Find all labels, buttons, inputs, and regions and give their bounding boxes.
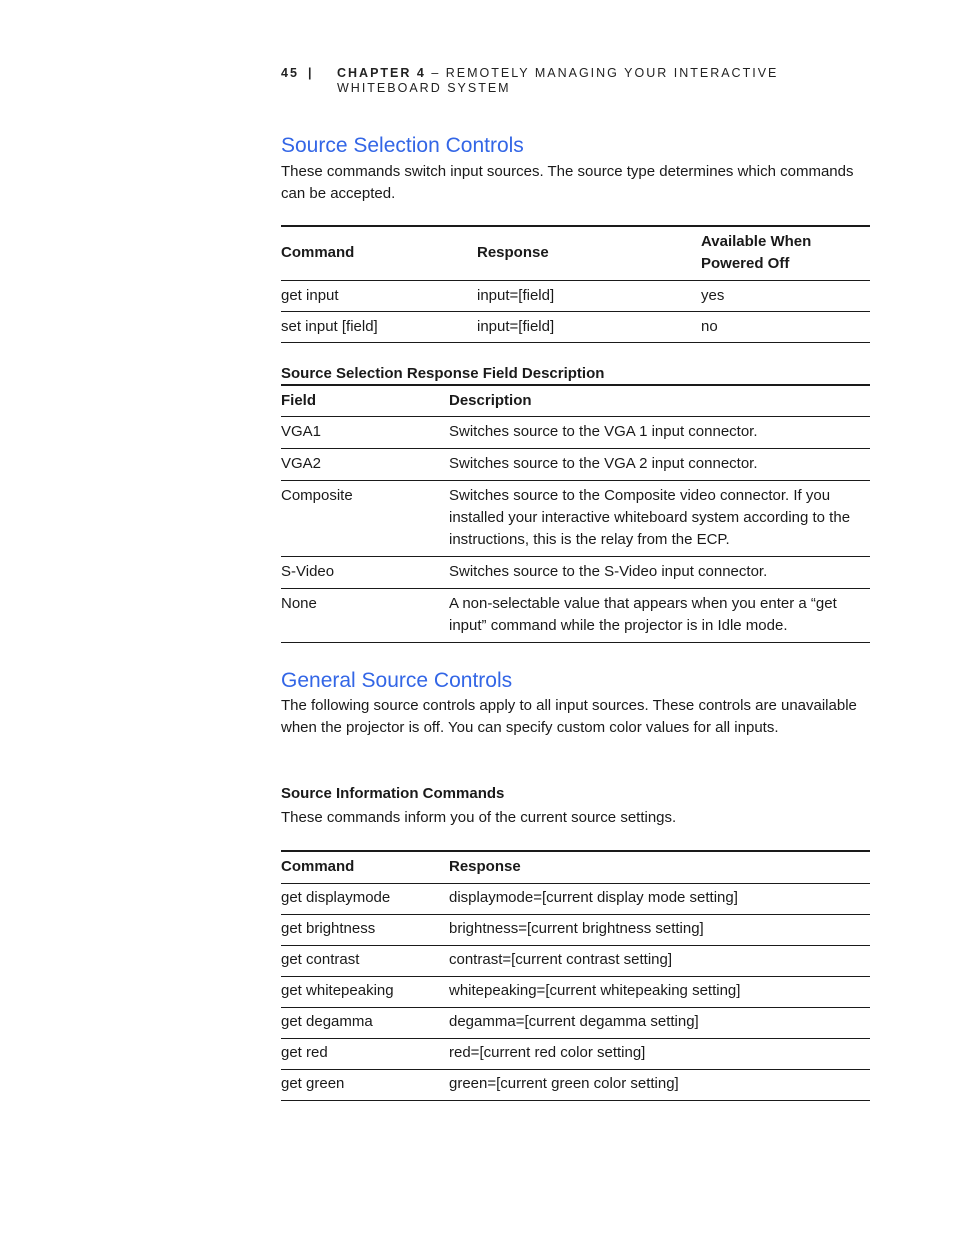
table-cell: set input [field] [281,317,378,335]
table-cell: get brightness [281,919,376,937]
section-title-general-source: General Source Controls [281,669,513,692]
table-header-row [281,226,870,280]
column-header: Command [281,244,355,262]
table-row [281,416,870,448]
table-cell: Switches source to the Composite video connector. If you installed your interactive whiteboard system according to the instructions, this is the relay from the ECP. [449,486,851,548]
table-header-row [281,385,870,416]
table-row [281,556,870,588]
page-number: 45 [281,66,299,80]
subsection-title-source-information: Source Information Commands [281,785,505,802]
header-separator: | [308,66,314,80]
section-intro-general-source: The following source controls apply to all input sources. These controls are unavailable when the projector is off. You can specify custom color values for all inputs. [281,697,857,736]
table-row [281,1069,870,1100]
field-table-title: Source Selection Response Field Description [281,365,605,382]
table-cell: get green [281,1074,345,1092]
table-cell: Switches source to the VGA 1 input connector. [449,422,758,440]
column-header: Response [449,858,521,876]
table-row [281,914,870,945]
table-row [281,1007,870,1038]
subsection-intro-source-information: These commands inform you of the current source settings. [281,809,677,826]
table-cell: Switches source to the S-Video input connector. [449,562,768,580]
chapter-name: – REMOTELY MANAGING YOUR INTERACTIVE WHITEBOARD SYSTEM [337,66,779,95]
table-cell: A non-selectable value that appears when you enter a “get input” command while the projector is in Idle mode. [449,594,837,634]
table-row [281,448,870,480]
table-row [281,311,870,342]
table-cell: get displaymode [281,888,391,906]
table-cell: VGA2 [281,454,322,472]
table-cell: Switches source to the VGA 2 input connector. [449,454,758,472]
table-cell: displaymode=[current display mode setting] [449,888,738,906]
table-cell: get contrast [281,950,360,968]
table-cell: contrast=[current contrast setting] [449,950,673,968]
table-row [281,1038,870,1069]
table-cell: S-Video [281,562,335,580]
column-header: Command [281,858,355,876]
column-header: Field [281,391,317,409]
column-header: Description [449,391,532,409]
table-row [281,480,870,556]
table-row [281,588,870,642]
section-title-source-selection: Source Selection Controls [281,134,524,157]
table-cell: green=[current green color setting] [449,1074,679,1092]
table-cell: get input [281,286,339,304]
chapter-title [337,66,871,96]
table-cell: whitepeaking=[current whitepeaking setting] [449,981,741,999]
table-cell: brightness=[current brightness setting] [449,919,704,937]
table-cell: yes [701,286,725,304]
table-cell: get degamma [281,1012,373,1030]
table-cell: red=[current red color setting] [449,1043,646,1061]
table-row [281,945,870,976]
chapter-label: CHAPTER 4 [337,66,426,80]
section-intro-source-selection: These commands switch input sources. The source type determines which commands can be accepted. [281,163,854,202]
table-header-row [281,851,870,883]
table-cell: None [281,594,317,612]
table-row [281,883,870,914]
table-cell: input=[field] [477,317,555,335]
table-row [281,280,870,311]
table-cell: input=[field] [477,286,555,304]
column-header: Available When Powered Off [701,233,812,273]
table-cell: degamma=[current degamma setting] [449,1012,699,1030]
table-cell: Composite [281,486,353,504]
column-header: Response [477,244,549,262]
table-cell: VGA1 [281,422,322,440]
table-cell: no [701,317,718,335]
source-selection-command-table [281,225,870,343]
source-selection-field-table [281,384,870,643]
table-cell: get red [281,1043,328,1061]
table-row [281,976,870,1007]
source-information-command-table [281,850,870,1101]
table-cell: get whitepeaking [281,981,394,999]
